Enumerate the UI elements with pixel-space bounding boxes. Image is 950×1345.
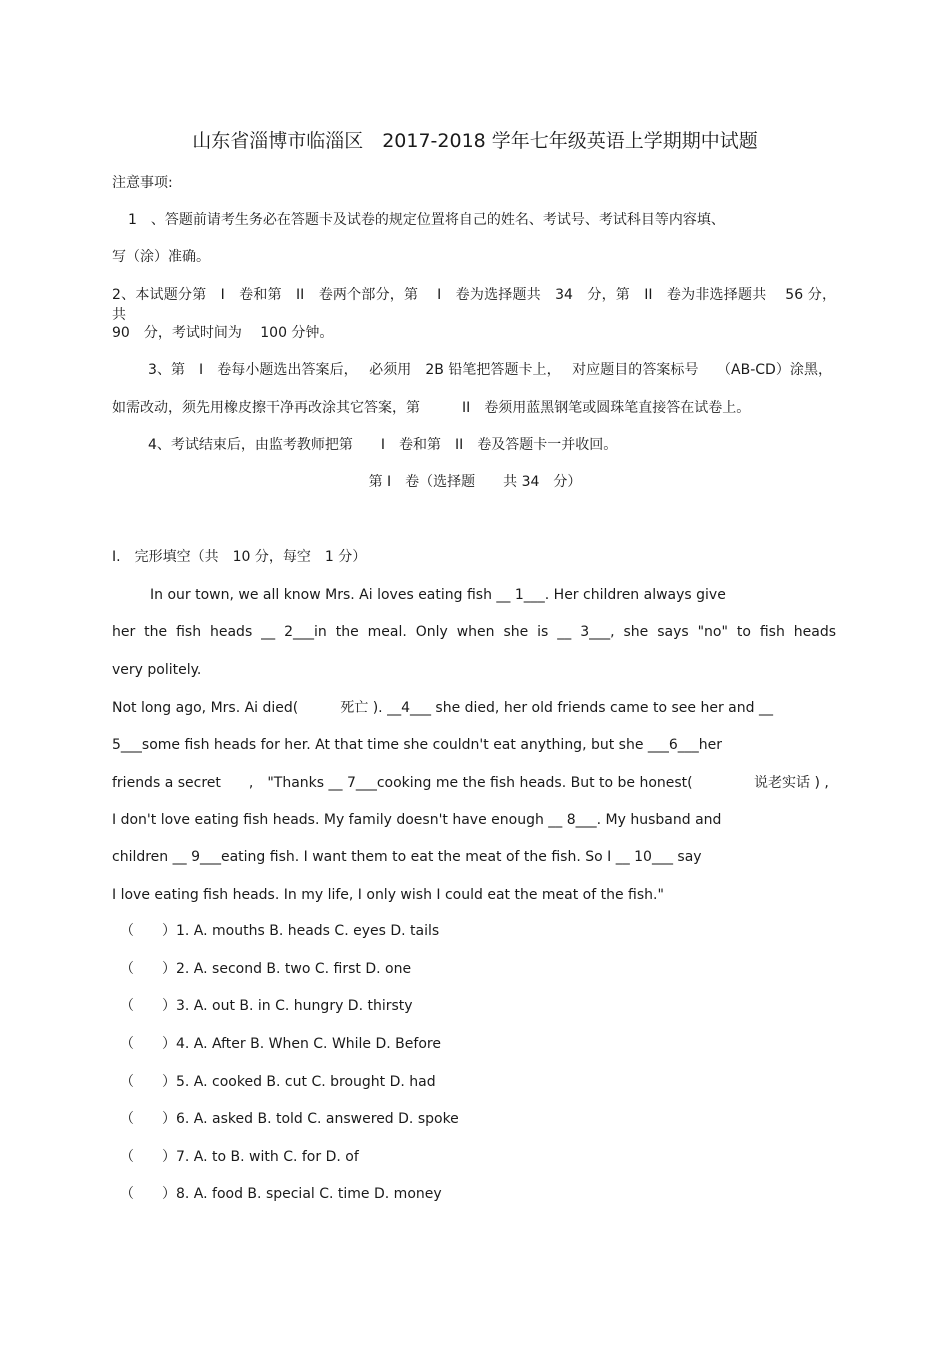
passage-line-7: I don't love eating fish heads. My family doesn't have enough __ 8___. My husband and [112, 812, 722, 828]
passage-line-2: her the fish heads __ 2___in the meal. Only when she is __ 3___, she says "no" to fish heads [112, 624, 836, 640]
passage-line-3: very politely. [112, 662, 202, 678]
part-heading: 第 I 卷（选择题 共 34 分） [368, 474, 582, 490]
exam-title: 山东省淄博市临淄区 2017-2018 学年七年级英语上学期期中试题 [192, 130, 758, 152]
notice-line-2: 写（涂）准确。 [112, 249, 210, 265]
notice-line-4: 90 分，考试时间为 100 分钟。 [112, 325, 334, 341]
question-2: （ ）2. A. second B. two C. first D. one [120, 961, 412, 977]
question-6: （ ）6. A. asked B. told C. answered D. spoke [120, 1111, 459, 1127]
notice-line-6: 如需改动，须先用橡皮擦干净再改涂其它答案，第 II 卷须用蓝黑钢笔或圆珠笔直接答在试卷上。 [112, 400, 751, 416]
notice-heading: 注意事项: [112, 175, 173, 191]
passage-line-1: In our town, we all know Mrs. Ai loves eating fish __ 1___. Her children always give [150, 587, 726, 603]
question-3: （ ）3. A. out B. in C. hungry D. thirsty [120, 998, 413, 1014]
question-4: （ ）4. A. After B. When C. While D. Before [120, 1036, 441, 1052]
passage-line-5: 5___some fish heads for her. At that time she couldn't eat anything, but she ___6___her [112, 737, 723, 753]
notice-line-5: 3、第 I 卷每小题选出答案后， 必须用 2B 铅笔把答题卡上， 对应题目的答案标号 （AB-CD）涂黑， [148, 362, 832, 378]
passage-line-4: Not long ago, Mrs. Ai died( 死亡 ). __4___ she died, her old friends came to see her and __ [112, 700, 773, 716]
passage-line-6b: 说老实话 ) , [754, 775, 829, 791]
notice-line-3: 2、本试题分第 I 卷和第 II 卷两个部分，第 I 卷为选择题共 34 分，第 II 卷为非选择题共 56 分，共 [112, 287, 836, 323]
passage-line-9: I love eating fish heads. In my life, I only wish I could eat the meat of the fish." [112, 887, 664, 903]
section-heading: I. 完形填空（共 10 分，每空 1 分） [112, 549, 367, 565]
question-7: （ ）7. A. to B. with C. for D. of [120, 1149, 359, 1165]
passage-line-8: children __ 9___eating fish. I want them to eat the meat of the fish. So I __ 10___ say [112, 849, 702, 865]
passage-line-6a: friends a secret , "Thanks __ 7___cooking me the fish heads. But to be honest( [112, 775, 693, 791]
question-8: （ ）8. A. food B. special C. time D. money [120, 1186, 442, 1202]
question-5: （ ）5. A. cooked B. cut C. brought D. had [120, 1074, 436, 1090]
question-1: （ ）1. A. mouths B. heads C. eyes D. tails [120, 923, 440, 939]
notice-line-1: 1 、答题前请考生务必在答题卡及试卷的规定位置将自己的姓名、考试号、考试科目等内容填、 [128, 212, 725, 228]
notice-line-7: 4、考试结束后，由监考教师把第 I 卷和第 II 卷及答题卡一并收回。 [148, 437, 618, 453]
